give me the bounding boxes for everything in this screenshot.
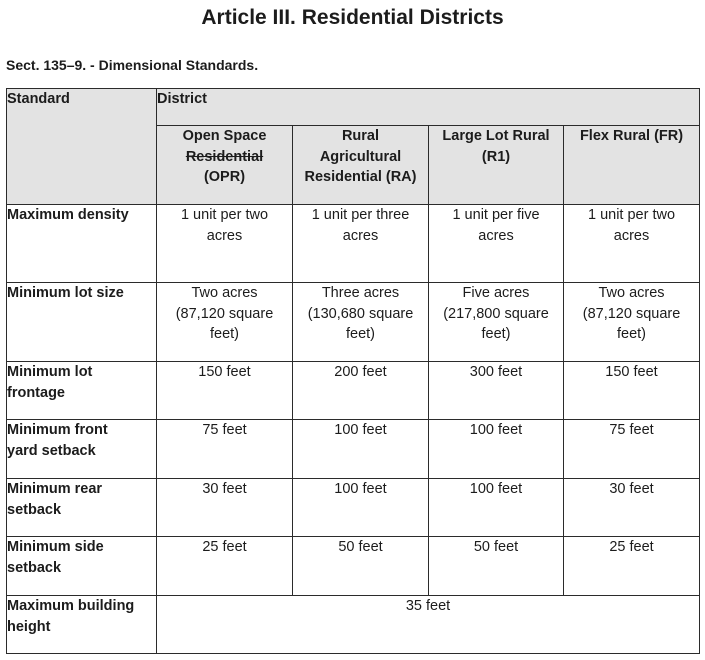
row-label-line1: Maximum building bbox=[7, 598, 135, 614]
column-header-ra-line2: Agricultural bbox=[319, 148, 402, 165]
row-label bbox=[7, 283, 157, 362]
table-cell bbox=[293, 283, 429, 362]
cell-line2: (130,680 square bbox=[307, 305, 414, 322]
table-cell: 150 feet bbox=[157, 362, 293, 420]
table-cell: 300 feet bbox=[429, 362, 564, 420]
table-cell bbox=[564, 205, 700, 283]
cell-line1: Two acres bbox=[598, 285, 665, 301]
column-header-fr-line1: Flex Rural (FR) bbox=[579, 128, 684, 144]
cell-line1: 1 unit per two bbox=[180, 207, 269, 223]
row-label bbox=[7, 596, 157, 654]
row-label-line1: Minimum rear bbox=[7, 481, 103, 497]
row-label-line1: Minimum side bbox=[7, 539, 104, 555]
cell-line3: feet) bbox=[345, 326, 375, 342]
table-cell: 75 feet bbox=[157, 420, 293, 479]
column-header-r1 bbox=[429, 126, 564, 205]
column-header-fr bbox=[564, 126, 700, 205]
table-cell: 50 feet bbox=[293, 537, 429, 596]
standard-column-header: Standard bbox=[7, 89, 157, 205]
table-header-row bbox=[7, 89, 700, 126]
row-label-line2: frontage bbox=[7, 384, 65, 401]
cell-line2: (87,120 square bbox=[582, 305, 681, 322]
column-header-ra-line3: Residential (RA) bbox=[304, 169, 417, 185]
table-cell: 30 feet bbox=[564, 479, 700, 537]
cell-line3: feet) bbox=[617, 326, 647, 342]
cell-line1: 1 unit per three bbox=[311, 207, 410, 223]
table-row bbox=[7, 205, 700, 283]
column-header-ra bbox=[293, 126, 429, 205]
table-row bbox=[7, 420, 700, 479]
cell-line3: feet) bbox=[209, 326, 239, 342]
cell-line1: 1 unit per two bbox=[587, 207, 676, 223]
table-cell bbox=[293, 205, 429, 283]
cell-line1: Two acres bbox=[191, 285, 258, 301]
row-label-line2: height bbox=[7, 618, 51, 635]
table-cell bbox=[429, 205, 564, 283]
cell-line1: Five acres bbox=[462, 285, 530, 301]
cell-line2: acres bbox=[613, 227, 650, 244]
dimensional-standards-table bbox=[6, 88, 700, 654]
cell-line2: acres bbox=[342, 227, 379, 244]
table-row bbox=[7, 537, 700, 596]
row-label bbox=[7, 479, 157, 537]
cell-line1: Three acres bbox=[321, 285, 400, 301]
table-cell: 200 feet bbox=[293, 362, 429, 420]
table-row bbox=[7, 479, 700, 537]
cell-line3: feet) bbox=[481, 326, 511, 342]
table-cell: 100 feet bbox=[429, 420, 564, 479]
column-header-opr-line3: (OPR) bbox=[203, 169, 246, 185]
row-label-line2: setback bbox=[7, 559, 62, 576]
cell-line2: acres bbox=[206, 227, 243, 244]
column-header-opr-line1: Open Space bbox=[182, 128, 267, 144]
column-header-r1-line1: Large Lot Rural bbox=[442, 128, 550, 144]
row-label-line1: Minimum front bbox=[7, 422, 108, 438]
table-cell bbox=[157, 283, 293, 362]
row-label bbox=[7, 537, 157, 596]
row-label bbox=[7, 420, 157, 479]
table-row bbox=[7, 596, 700, 654]
row-label bbox=[7, 205, 157, 283]
table-cell: 50 feet bbox=[429, 537, 564, 596]
table-row bbox=[7, 362, 700, 420]
cell-line2: (217,800 square bbox=[443, 305, 549, 322]
table-cell: 100 feet bbox=[429, 479, 564, 537]
page-title: Article III. Residential Districts bbox=[201, 6, 504, 29]
row-label-line1: Minimum lot bbox=[7, 364, 93, 380]
table-cell: 100 feet bbox=[293, 479, 429, 537]
row-label-line2: setback bbox=[7, 501, 62, 518]
table-cell: 150 feet bbox=[564, 362, 700, 420]
table-row bbox=[7, 283, 700, 362]
row-label-line2: yard setback bbox=[7, 442, 96, 459]
column-header-opr bbox=[157, 126, 293, 205]
cell-line2: (87,120 square bbox=[175, 305, 274, 322]
column-header-r1-line2: (R1) bbox=[481, 148, 511, 165]
table-cell: 25 feet bbox=[564, 537, 700, 596]
section-heading: Sect. 135–9. - Dimensional Standards. bbox=[6, 57, 259, 73]
table-cell bbox=[157, 205, 293, 283]
table-cell bbox=[564, 283, 700, 362]
cell-line1: 1 unit per five bbox=[452, 207, 540, 223]
table-cell: 25 feet bbox=[157, 537, 293, 596]
table-cell: 75 feet bbox=[564, 420, 700, 479]
merged-height-cell: 35 feet bbox=[157, 596, 700, 654]
table-cell: 100 feet bbox=[293, 420, 429, 479]
cell-line2: acres bbox=[478, 227, 514, 244]
table-cell bbox=[429, 283, 564, 362]
row-label bbox=[7, 362, 157, 420]
row-label-line1: Minimum lot size bbox=[7, 285, 124, 301]
table-cell: 30 feet bbox=[157, 479, 293, 537]
column-header-ra-line1: Rural bbox=[341, 128, 380, 144]
district-group-header: District bbox=[157, 89, 700, 126]
column-header-opr-line2: Residential bbox=[185, 148, 264, 165]
row-label-line1: Maximum density bbox=[7, 207, 129, 223]
